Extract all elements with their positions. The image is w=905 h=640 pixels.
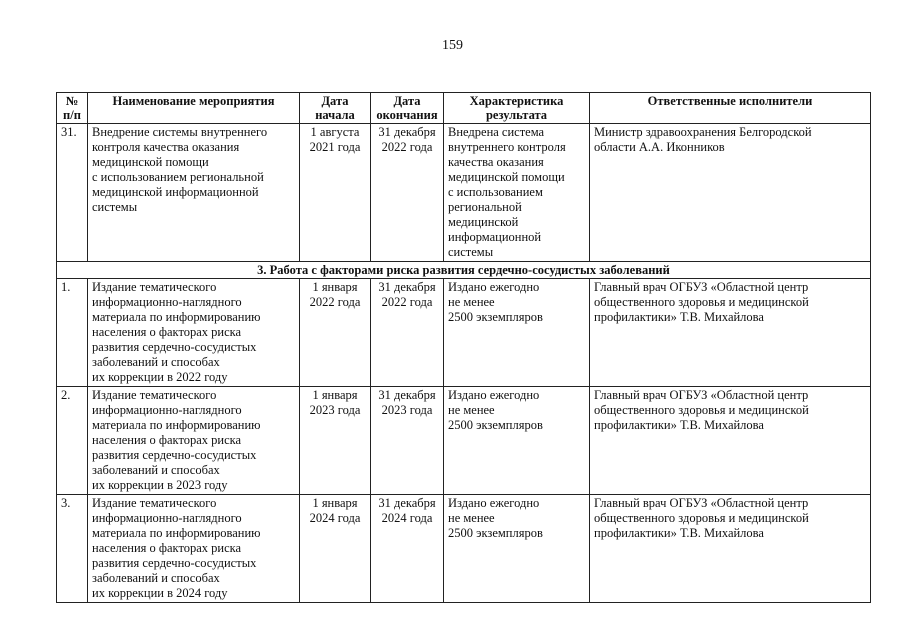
header-start-date: Дата начала bbox=[300, 93, 371, 124]
row-activity-name: Внедрение системы внутреннего контроля качества оказания медицинской помощи с использованием региональной медицинской информационной системы bbox=[88, 124, 300, 262]
table-row bbox=[57, 279, 871, 387]
row-responsible: Главный врач ОГБУЗ «Областной центр общественного здоровья и медицинской профилактики» Т.В. Михайлова bbox=[590, 495, 871, 603]
row-responsible: Министр здравоохранения Белгородской области А.А. Иконников bbox=[590, 124, 871, 262]
row-result: Издано ежегодно не менее 2500 экземпляров bbox=[444, 495, 590, 603]
header-end-date: Дата окончания bbox=[371, 93, 444, 124]
row-number: 31. bbox=[57, 124, 88, 262]
header-result: Характеристика результата bbox=[444, 93, 590, 124]
row-number: 2. bbox=[57, 387, 88, 495]
header-activity-name: Наименование мероприятия bbox=[88, 93, 300, 124]
table-row bbox=[57, 124, 871, 262]
header-responsible: Ответственные исполнители bbox=[590, 93, 871, 124]
row-responsible: Главный врач ОГБУЗ «Областной центр общественного здоровья и медицинской профилактики» Т.В. Михайлова bbox=[590, 387, 871, 495]
row-activity-name: Издание тематического информационно-наглядного материала по информированию населения о факторах риска развития сердечно-сосудистых заболеваний и способах их коррекции в 2024 году bbox=[88, 495, 300, 603]
row-end-date: 31 декабря 2023 года bbox=[371, 387, 444, 495]
row-number: 1. bbox=[57, 279, 88, 387]
table-row bbox=[57, 495, 871, 603]
row-start-date: 1 января 2022 года bbox=[300, 279, 371, 387]
section-header-row bbox=[57, 262, 871, 279]
row-start-date: 1 января 2023 года bbox=[300, 387, 371, 495]
row-result: Внедрена система внутреннего контроля качества оказания медицинской помощи с использованием региональной медицинской информационной системы bbox=[444, 124, 590, 262]
row-activity-name: Издание тематического информационно-наглядного материала по информированию населения о факторах риска развития сердечно-сосудистых заболеваний и способах их коррекции в 2023 году bbox=[88, 387, 300, 495]
row-start-date: 1 января 2024 года bbox=[300, 495, 371, 603]
section-title: 3. Работа с факторами риска развития сердечно-сосудистых заболеваний bbox=[57, 262, 871, 279]
row-responsible: Главный врач ОГБУЗ «Областной центр общественного здоровья и медицинской профилактики» Т.В. Михайлова bbox=[590, 279, 871, 387]
row-start-date: 1 августа 2021 года bbox=[300, 124, 371, 262]
row-result: Издано ежегодно не менее 2500 экземпляров bbox=[444, 279, 590, 387]
table-row bbox=[57, 387, 871, 495]
row-number: 3. bbox=[57, 495, 88, 603]
table-header-row bbox=[57, 93, 871, 124]
action-plan-table bbox=[56, 92, 871, 603]
row-end-date: 31 декабря 2024 года bbox=[371, 495, 444, 603]
row-end-date: 31 декабря 2022 года bbox=[371, 124, 444, 262]
header-number: № п/п bbox=[57, 93, 88, 124]
row-activity-name: Издание тематического информационно-наглядного материала по информированию населения о факторах риска развития сердечно-сосудистых заболеваний и способах их коррекции в 2022 году bbox=[88, 279, 300, 387]
row-result: Издано ежегодно не менее 2500 экземпляров bbox=[444, 387, 590, 495]
page-number: 159 bbox=[442, 38, 463, 53]
row-end-date: 31 декабря 2022 года bbox=[371, 279, 444, 387]
